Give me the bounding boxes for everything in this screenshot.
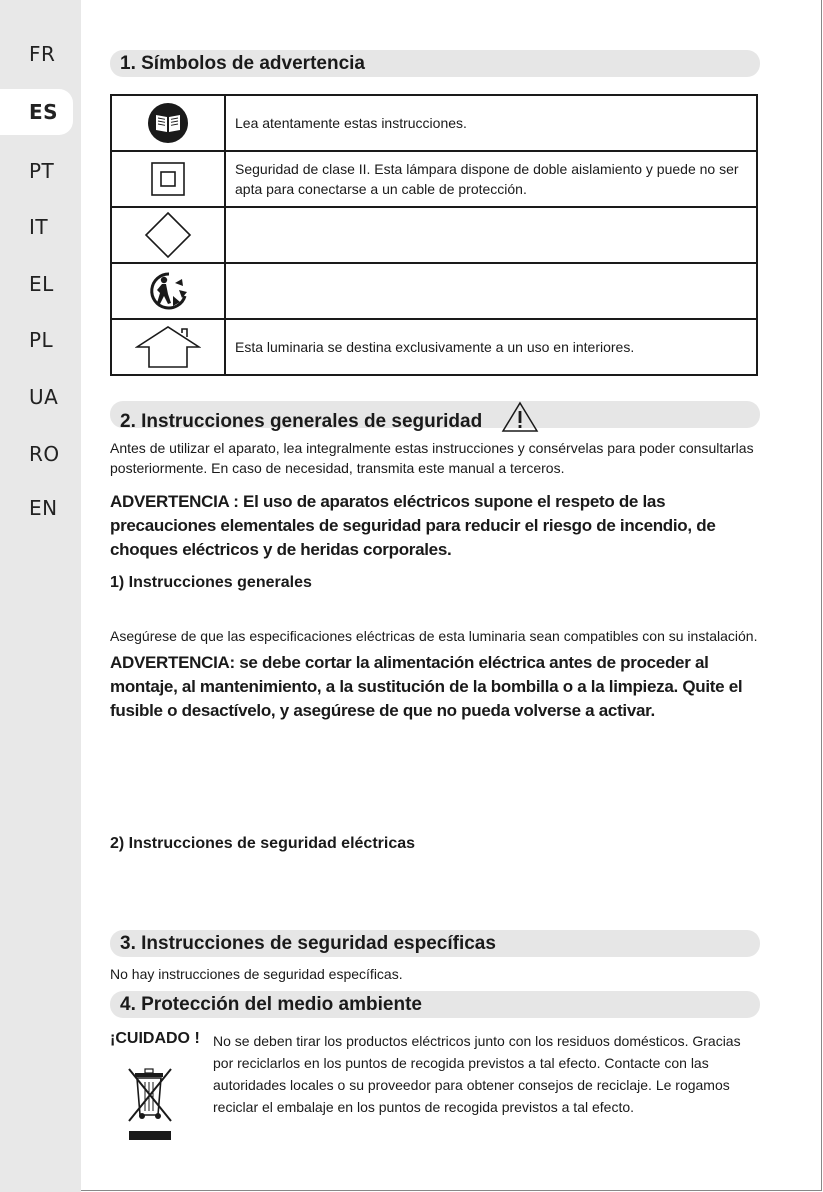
section-4-heading: 4. Protección del medio ambiente <box>110 991 760 1018</box>
class-ii-insulation-icon <box>151 162 185 196</box>
triman-recycling-icon <box>145 270 191 312</box>
symbol-cell <box>111 207 225 263</box>
symbol-cell <box>111 319 225 375</box>
lang-tab-el[interactable]: EL <box>29 272 54 296</box>
symbol-row <box>111 151 757 207</box>
section-2-heading <box>110 401 760 432</box>
general-instructions-heading: 1) Instrucciones generales <box>110 574 312 591</box>
lang-tab-it[interactable]: IT <box>29 215 49 239</box>
symbol-description: Lea atentamente estas instrucciones. <box>225 95 757 151</box>
indoor-use-house-icon <box>135 325 201 369</box>
symbol-row <box>111 207 757 263</box>
intro-text: Antes de utilizar el aparato, lea integralmente estas instrucciones y consérvelas para poder consultarlas posteriormente. En caso de necesidad, transmita este manual a terceros. <box>110 440 754 476</box>
symbol-description: Esta luminaria se destina exclusivamente a un uso en interiores. <box>225 319 757 375</box>
section-3-heading: 3. Instrucciones de seguridad específicas <box>110 930 760 957</box>
diamond-icon <box>144 211 192 259</box>
caution-label: ¡CUIDADO ! <box>110 1030 200 1047</box>
environment-text: No se deben tirar los productos eléctricos junto con los residuos domésticos. Gracias por reciclarlos en los puntos de recogida previstos a tal efecto. Contacte con las autoridades locales o su proveedor para obtener consejos de reciclaje. Le rogamos reciclar el embalaje en los puntos de recogida previstos a tal efecto. <box>213 1033 741 1115</box>
warning-electrical: ADVERTENCIA : El uso de aparatos eléctricos supone el respeto de las precauciones elementales de seguridad para reducir el riesgo de incendio, de choques eléctricos y de heridas corporales. <box>110 492 716 559</box>
symbol-cell <box>111 95 225 151</box>
symbol-row <box>111 319 757 375</box>
lang-tab-pt[interactable]: PT <box>29 159 55 183</box>
symbol-cell <box>111 151 225 207</box>
lang-tab-ua[interactable]: UA <box>29 385 59 409</box>
symbol-cell <box>111 263 225 319</box>
language-sidebar <box>0 0 81 1192</box>
electrical-instructions-heading: 2) Instrucciones de seguridad eléctricas <box>110 835 416 852</box>
weee-crossed-bin-icon <box>125 1065 175 1143</box>
lang-tab-en[interactable]: EN <box>29 496 58 520</box>
spec-compatibility-text: Asegúrese de que las especificaciones eléctricas de esta luminaria sean compatibles con su instalación. <box>110 628 758 644</box>
symbol-description <box>225 263 757 319</box>
lang-tab-es[interactable]: ES <box>0 89 73 135</box>
lang-tab-pl[interactable]: PL <box>29 328 54 352</box>
warning-triangle-icon <box>501 401 539 433</box>
warning-symbols-table <box>110 94 758 376</box>
symbol-description <box>225 207 757 263</box>
warning-power-off: ADVERTENCIA: se debe cortar la alimentación eléctrica antes de proceder al montaje, al mantenimiento, a la sustitución de la bombilla o a la limpieza. Quite el fusible o desactívelo, y asegúrese de que no pueda volverse a activar. <box>110 653 743 720</box>
section-2-title: 2. Instrucciones generales de seguridad <box>120 411 483 432</box>
lang-tab-ro[interactable]: RO <box>29 442 60 466</box>
specific-instructions-text: No hay instrucciones de seguridad específicas. <box>110 966 403 982</box>
section-1-heading: 1. Símbolos de advertencia <box>110 50 760 77</box>
symbol-description: Seguridad de clase II. Esta lámpara dispone de doble aislamiento y puede no ser apta para conectarse a un cable de protección. <box>225 151 757 207</box>
symbol-row <box>111 263 757 319</box>
lang-tab-fr[interactable]: FR <box>29 42 56 66</box>
symbol-row <box>111 95 757 151</box>
read-instructions-icon <box>147 102 189 144</box>
